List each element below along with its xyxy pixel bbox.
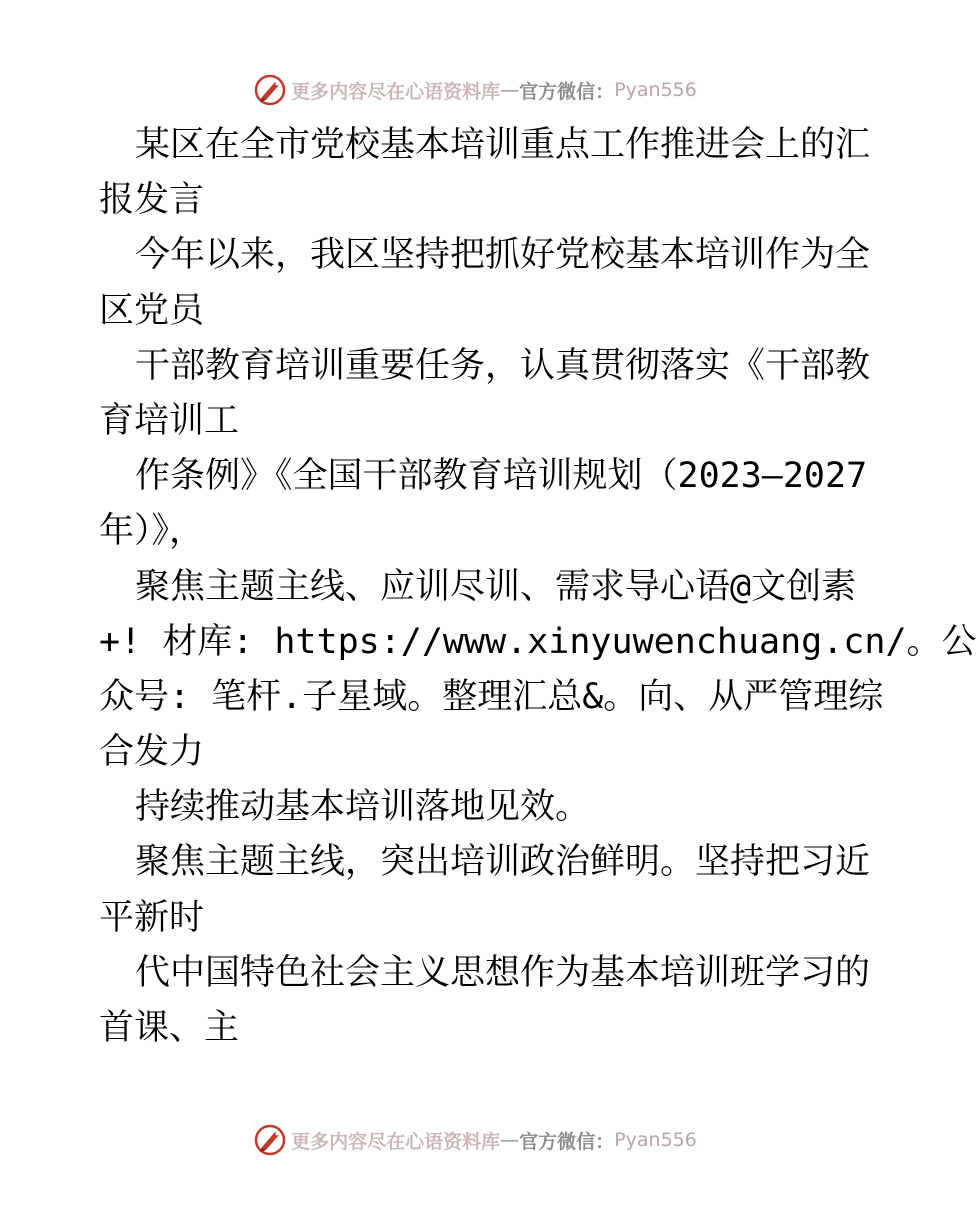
footer-brand: 更多内容尽在心语资料库 — [291, 1130, 501, 1153]
pen-logo-icon — [253, 73, 287, 107]
document-line: 平新时 — [99, 897, 205, 938]
header-wechat-id: Pyan556 — [614, 79, 697, 101]
footer-separator: — — [500, 1129, 520, 1151]
document-line: 首课、主 — [99, 1008, 240, 1048]
document-line: 聚焦主题主线，突出培训政治鲜明。坚持把习近 — [135, 842, 871, 883]
footer-wechat-label: 官方微信： — [519, 1130, 615, 1153]
footer-banner — [0, 1120, 950, 1160]
header-brand: 更多内容尽在心语资料库 — [291, 80, 501, 103]
header-banner — [0, 70, 950, 110]
header-separator: — — [500, 79, 520, 101]
document-body — [99, 118, 977, 1056]
document-line: 代中国特色社会主义思想作为基本培训班学习的 — [135, 952, 871, 993]
document-line: 区党员 — [99, 290, 205, 331]
document-line: 干部教育培训重要任务，认真贯彻落实《干部教 — [135, 345, 871, 386]
footer-wechat-id: Pyan556 — [614, 1129, 697, 1151]
header-wechat-label: 官方微信： — [519, 80, 615, 103]
document-line: 众号: 笔杆.子星域。整理汇总&。向、从严管理综 — [99, 676, 884, 717]
document-line: 育培训工 — [99, 400, 240, 441]
document-line: 报发言 — [99, 180, 205, 221]
document-line: 合发力 — [99, 732, 205, 773]
document-line: 年）》， — [99, 511, 205, 552]
pen-logo-icon — [253, 1123, 287, 1157]
document-line: 某区在全市党校基本培训重点工作推进会上的汇 — [135, 125, 871, 165]
document-line: 聚焦主题主线、应训尽训、需求导心语@文创素 — [135, 566, 857, 607]
document-line: 今年以来，我区坚持把抓好党校基本培训作为全 — [135, 235, 871, 276]
document-line: +! 材库: https://www.xinyuwenchuang.cn/。公 — [99, 621, 977, 662]
document-line: 作条例》《全国干部教育培训规划（2023—2027 — [135, 456, 868, 497]
document-line: 持续推动基本培训落地见效。 — [135, 787, 591, 828]
